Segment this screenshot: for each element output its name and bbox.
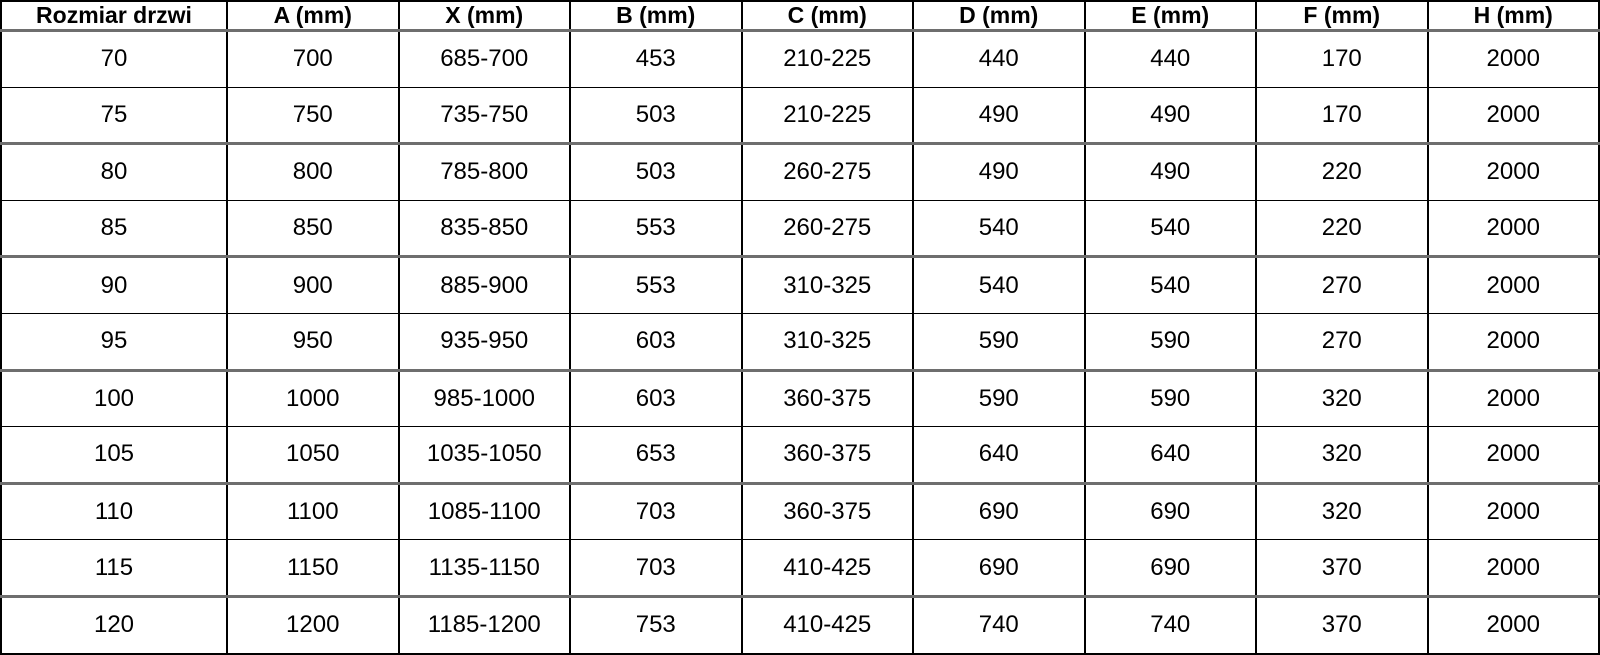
table-cell: 80 (1, 144, 227, 201)
table-cell: 885-900 (399, 257, 571, 314)
table-row (1, 144, 1599, 201)
table-cell: 310-325 (742, 313, 914, 370)
table-cell: 490 (1085, 87, 1257, 144)
column-header: B (mm) (570, 1, 742, 31)
table-cell: 603 (570, 370, 742, 427)
table-cell: 95 (1, 313, 227, 370)
table-cell: 985-1000 (399, 370, 571, 427)
table-cell: 1150 (227, 540, 399, 597)
column-header: F (mm) (1256, 1, 1428, 31)
table-cell: 310-325 (742, 257, 914, 314)
table-cell: 210-225 (742, 87, 914, 144)
table-cell: 210-225 (742, 31, 914, 88)
table-cell: 2000 (1428, 596, 1600, 654)
table-row (1, 257, 1599, 314)
table-cell: 170 (1256, 87, 1428, 144)
table-cell: 653 (570, 427, 742, 484)
table-cell: 1085-1100 (399, 483, 571, 540)
table-cell: 503 (570, 144, 742, 201)
table-cell: 835-850 (399, 200, 571, 257)
column-header: Rozmiar drzwi (1, 1, 227, 31)
table-cell: 2000 (1428, 257, 1600, 314)
table-cell: 1000 (227, 370, 399, 427)
table-cell: 70 (1, 31, 227, 88)
table-cell: 703 (570, 540, 742, 597)
table-cell: 2000 (1428, 200, 1600, 257)
table-cell: 320 (1256, 370, 1428, 427)
table-cell: 785-800 (399, 144, 571, 201)
table-row (1, 370, 1599, 427)
table-row (1, 200, 1599, 257)
table-cell: 453 (570, 31, 742, 88)
table-cell: 220 (1256, 200, 1428, 257)
table-cell: 685-700 (399, 31, 571, 88)
table-cell: 590 (913, 313, 1085, 370)
table-cell: 935-950 (399, 313, 571, 370)
table-cell: 950 (227, 313, 399, 370)
table-cell: 703 (570, 483, 742, 540)
table-cell: 270 (1256, 257, 1428, 314)
column-header: D (mm) (913, 1, 1085, 31)
table-cell: 90 (1, 257, 227, 314)
table-cell: 440 (1085, 31, 1257, 88)
table-cell: 75 (1, 87, 227, 144)
table-cell: 540 (1085, 257, 1257, 314)
table-cell: 440 (913, 31, 1085, 88)
table-cell: 640 (1085, 427, 1257, 484)
table-cell: 1135-1150 (399, 540, 571, 597)
table-cell: 590 (1085, 370, 1257, 427)
table-cell: 750 (227, 87, 399, 144)
table-cell: 640 (913, 427, 1085, 484)
table-cell: 360-375 (742, 427, 914, 484)
table-cell: 690 (1085, 483, 1257, 540)
table-cell: 410-425 (742, 596, 914, 654)
table-cell: 490 (1085, 144, 1257, 201)
table-cell: 260-275 (742, 144, 914, 201)
table-row (1, 540, 1599, 597)
table-cell: 690 (913, 540, 1085, 597)
column-header: A (mm) (227, 1, 399, 31)
table-row (1, 313, 1599, 370)
table-cell: 735-750 (399, 87, 571, 144)
table-row (1, 427, 1599, 484)
table-cell: 553 (570, 200, 742, 257)
table-cell: 370 (1256, 540, 1428, 597)
header-row (1, 1, 1599, 31)
table-row (1, 31, 1599, 88)
table-body (1, 31, 1599, 655)
table-cell: 2000 (1428, 540, 1600, 597)
table-cell: 590 (913, 370, 1085, 427)
table-cell: 1035-1050 (399, 427, 571, 484)
table-row (1, 596, 1599, 654)
table-cell: 170 (1256, 31, 1428, 88)
table-cell: 2000 (1428, 144, 1600, 201)
table-cell: 1100 (227, 483, 399, 540)
table-cell: 260-275 (742, 200, 914, 257)
table-row (1, 483, 1599, 540)
table-cell: 490 (913, 87, 1085, 144)
table-cell: 2000 (1428, 87, 1600, 144)
table-cell: 410-425 (742, 540, 914, 597)
table-cell: 740 (913, 596, 1085, 654)
table-cell: 360-375 (742, 370, 914, 427)
table-cell: 553 (570, 257, 742, 314)
table-cell: 85 (1, 200, 227, 257)
table-cell: 540 (1085, 200, 1257, 257)
table-cell: 503 (570, 87, 742, 144)
table-cell: 1185-1200 (399, 596, 571, 654)
table-cell: 2000 (1428, 427, 1600, 484)
column-header: X (mm) (399, 1, 571, 31)
table-cell: 603 (570, 313, 742, 370)
table-cell: 320 (1256, 483, 1428, 540)
table-cell: 105 (1, 427, 227, 484)
table-cell: 320 (1256, 427, 1428, 484)
table-cell: 1050 (227, 427, 399, 484)
table-cell: 850 (227, 200, 399, 257)
table-row (1, 87, 1599, 144)
table-cell: 270 (1256, 313, 1428, 370)
table-cell: 370 (1256, 596, 1428, 654)
table-cell: 490 (913, 144, 1085, 201)
table-cell: 740 (1085, 596, 1257, 654)
table-cell: 1200 (227, 596, 399, 654)
column-header: C (mm) (742, 1, 914, 31)
table-cell: 700 (227, 31, 399, 88)
table-cell: 2000 (1428, 31, 1600, 88)
table-cell: 110 (1, 483, 227, 540)
column-header: E (mm) (1085, 1, 1257, 31)
table-cell: 2000 (1428, 370, 1600, 427)
table-cell: 540 (913, 200, 1085, 257)
table-cell: 690 (1085, 540, 1257, 597)
table-cell: 800 (227, 144, 399, 201)
column-header: H (mm) (1428, 1, 1600, 31)
table-cell: 753 (570, 596, 742, 654)
table-cell: 100 (1, 370, 227, 427)
table-cell: 2000 (1428, 313, 1600, 370)
table-cell: 360-375 (742, 483, 914, 540)
table-cell: 115 (1, 540, 227, 597)
table-cell: 540 (913, 257, 1085, 314)
table-cell: 900 (227, 257, 399, 314)
table-cell: 120 (1, 596, 227, 654)
table-cell: 2000 (1428, 483, 1600, 540)
table-cell: 690 (913, 483, 1085, 540)
table-cell: 220 (1256, 144, 1428, 201)
table-cell: 590 (1085, 313, 1257, 370)
